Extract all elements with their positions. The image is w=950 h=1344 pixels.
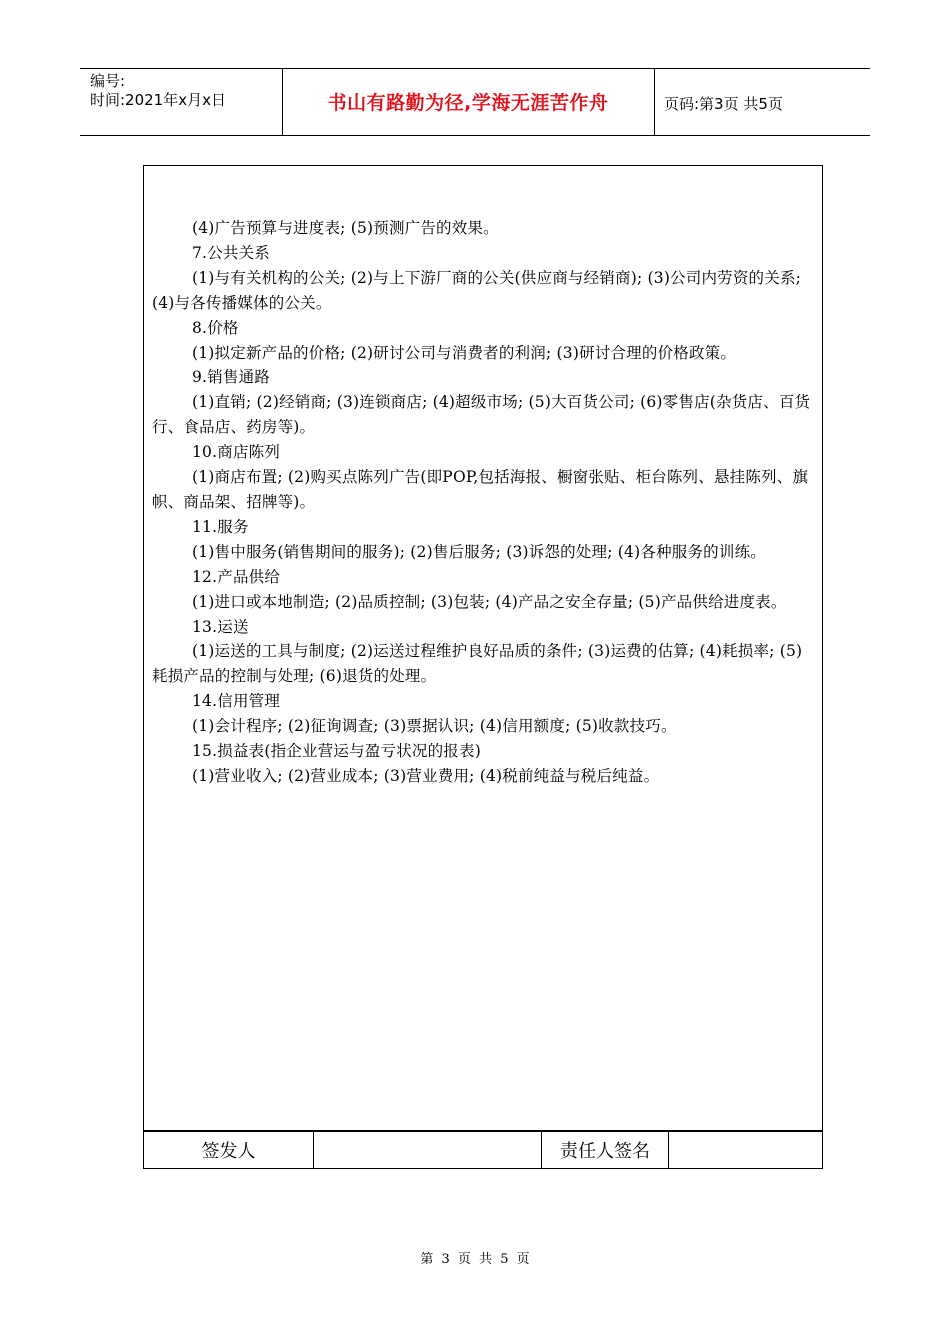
document-number-label: 编号: xyxy=(90,72,126,90)
section-item: (1)拟定新产品的价格; (2)研讨公司与消费者的利润; (3)研讨合理的价格政策。 xyxy=(192,343,737,362)
section-item: (1)营业收入; (2)营业成本; (3)营业费用; (4)税前纯益与税后纯益。 xyxy=(192,766,660,785)
section-item: (1)商店布置; (2)购买点陈列广告(即POP,包括海报、橱窗张贴、柜台陈列、悬挂陈列、旗帜、商品架、招牌等)。 xyxy=(152,468,809,511)
header-meta xyxy=(90,72,226,110)
section-heading: 7.公共关系 xyxy=(192,243,270,262)
header-page-number: 页码:第3页 共5页 xyxy=(664,95,783,113)
page-footer: 第 3 页 共 5 页 xyxy=(420,1252,530,1267)
section-heading: 8.价格 xyxy=(192,318,239,337)
issuer-label: 签发人 xyxy=(144,1132,314,1168)
section-item: (1)与有关机构的公关; (2)与上下游厂商的公关(供应商与经销商); (3)公司内劳资的关系; (4)与各传播媒体的公关。 xyxy=(152,268,802,312)
section-item: (1)运送的工具与制度; (2)运送过程维护良好品质的条件; (3)运费的估算; (4)耗损率; (5)耗损产品的控制与处理; (6)退货的处理。 xyxy=(152,642,803,686)
header-motto: 书山有路勤为径,学海无涯苦作舟 xyxy=(327,92,609,114)
section-heading: 10.商店陈列 xyxy=(192,443,281,462)
section-heading: 11.服务 xyxy=(192,517,249,536)
signature-table xyxy=(143,1131,823,1169)
document-time-label: 时间:2021年x月x日 xyxy=(90,91,226,109)
section-heading: 13.运送 xyxy=(192,617,249,636)
section-heading: 12.产品供给 xyxy=(192,567,281,586)
section-heading: 14.信用管理 xyxy=(192,692,281,711)
responsible-label: 责任人签名 xyxy=(542,1132,669,1168)
header-bottom-rule xyxy=(80,135,870,136)
responsible-signature-field[interactable] xyxy=(669,1132,822,1168)
section-item: (1)售中服务(销售期间的服务); (2)售后服务; (3)诉怨的处理; (4)各种服务的训练。 xyxy=(192,542,766,561)
section-item: (1)会计程序; (2)征询调查; (3)票据认识; (4)信用额度; (5)收款技巧。 xyxy=(192,717,677,736)
section-heading: 9.销售通路 xyxy=(192,368,270,387)
section-heading: 15.损益表(指企业营运与盈亏状况的报表) xyxy=(192,742,481,761)
section-item: (1)直销; (2)经销商; (3)连锁商店; (4)超级市场; (5)大百货公司; (6)零售店(杂货店、百货行、食品店、药房等)。 xyxy=(152,393,811,437)
section-item: (1)进口或本地制造; (2)品质控制; (3)包装; (4)产品之安全存量; (5)产品供给进度表。 xyxy=(192,592,787,611)
header-divider-right xyxy=(654,68,655,135)
document-body xyxy=(152,216,816,789)
issuer-signature-field[interactable] xyxy=(314,1132,542,1168)
section-item: (4)广告预算与进度表; (5)预测广告的效果。 xyxy=(192,219,499,237)
